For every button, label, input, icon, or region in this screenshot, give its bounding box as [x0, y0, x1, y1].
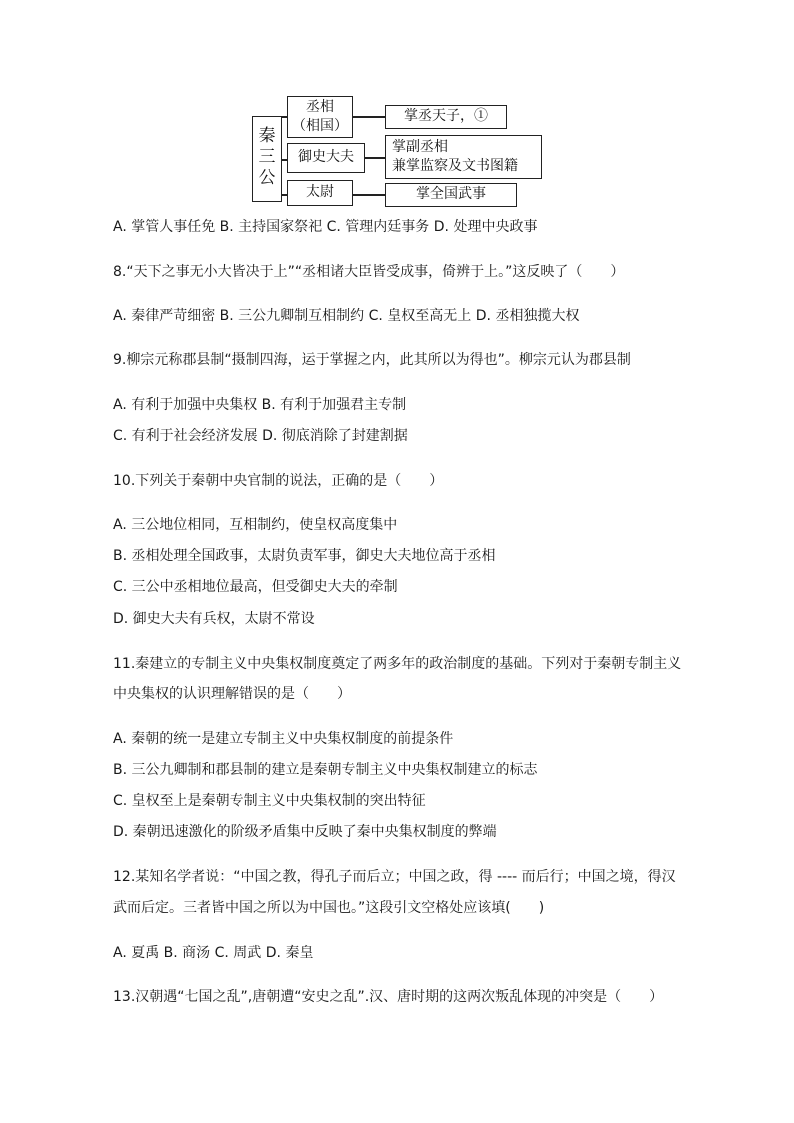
qin-three-dukes-diagram	[252, 94, 552, 214]
q10-option-d: D. 御史大夫有兵权，太尉不常设	[113, 611, 315, 627]
q11-stem-line2: 中央集权的认识理解错误的是（ ）	[113, 686, 351, 702]
q9-options-cd: C. 有利于社会经济发展 D. 彻底消除了封建割据	[113, 428, 408, 444]
duty-text: 掌副丞相	[392, 139, 448, 155]
q10-option-a: A. 三公地位相同，互相制约，使皇权高度集中	[113, 517, 398, 533]
q10-option-c: C. 三公中丞相地位最高，但受御史大夫的牵制	[113, 579, 398, 595]
office-box-chancellor	[287, 96, 353, 138]
office-name: 丞相	[306, 99, 334, 115]
q11-stem-line1: 11.秦建立的专制主义中央集权制度奠定了两多年的政治制度的基础。下列对于秦朝专制主义	[113, 656, 682, 672]
q7-options: A. 掌管人事任免 B. 主持国家祭祀 C. 管理内廷事务 D. 处理中央政事	[113, 219, 538, 235]
q9-options-ab: A. 有利于加强中央集权 B. 有利于加强君主专制	[113, 397, 407, 413]
duty-text: 兼掌监察及文书图籍	[392, 158, 518, 174]
q12-stem-line2: 武而后定。三者皆中国之所以为中国也。”这段引文空格处应该填( )	[113, 900, 545, 916]
connector-line	[365, 157, 385, 159]
office-alias: （相国）	[292, 118, 348, 134]
duty-text: 掌全国武事	[416, 186, 486, 202]
q13-stem: 13.汉朝遇“七国之乱”,唐朝遭“安史之乱”.汉、唐时期的这两次叛乱体现的冲突是（ ）	[113, 989, 664, 1005]
q12-options: A. 夏禹 B. 商汤 C. 周武 D. 秦皇	[113, 945, 314, 961]
duty-text: 掌丞天子，①	[404, 108, 488, 124]
q8-stem: 8.“天下之事无小大皆决于上”“丞相诸大臣皆受成事，倚辨于上。”这反映了（ ）	[113, 264, 625, 280]
connector-line	[353, 116, 385, 118]
q8-options: A. 秦律严苛细密 B. 三公九卿制互相制约 C. 皇权至高无上 D. 丞相独揽大权	[113, 308, 580, 324]
q11-option-c: C. 皇权至上是秦朝专制主义中央集权制的突出特征	[113, 793, 426, 809]
q11-option-d: D. 秦朝迅速激化的阶级矛盾集中反映了秦中央集权制度的弊端	[113, 824, 497, 840]
q11-option-a: A. 秦朝的统一是建立专制主义中央集权制度的前提条件	[113, 731, 454, 747]
group-label-char: 公	[258, 168, 276, 188]
q10-stem: 10.下列关于秦朝中央官制的说法，正确的是（ ）	[113, 473, 444, 489]
q10-option-b: B. 丞相处理全国政事，太尉负责军事，御史大夫地位高于丞相	[113, 548, 496, 564]
duty-box-grand-commandant	[385, 183, 517, 207]
group-label-box	[252, 116, 282, 202]
q12-stem-line1: 12.某知名学者说：“中国之教，得孔子而后立；中国之政，得 ---- 而后行；中国之境，得汉	[113, 869, 676, 885]
group-label-char: 秦	[258, 126, 276, 146]
duty-box-censor	[385, 135, 542, 179]
connector-line	[353, 194, 385, 196]
q11-option-b: B. 三公九卿制和郡县制的建立是秦朝专制主义中央集权制建立的标志	[113, 762, 538, 778]
office-name: 御史大夫	[298, 149, 354, 165]
office-box-grand-commandant	[287, 180, 353, 206]
group-label-char: 三	[258, 147, 276, 167]
office-box-censor	[287, 143, 365, 173]
duty-box-chancellor	[385, 105, 507, 129]
q9-stem: 9.柳宗元称郡县制“摄制四海，运于掌握之内，此其所以为得也”。柳宗元认为郡县制	[113, 352, 631, 368]
office-name: 太尉	[306, 184, 334, 200]
